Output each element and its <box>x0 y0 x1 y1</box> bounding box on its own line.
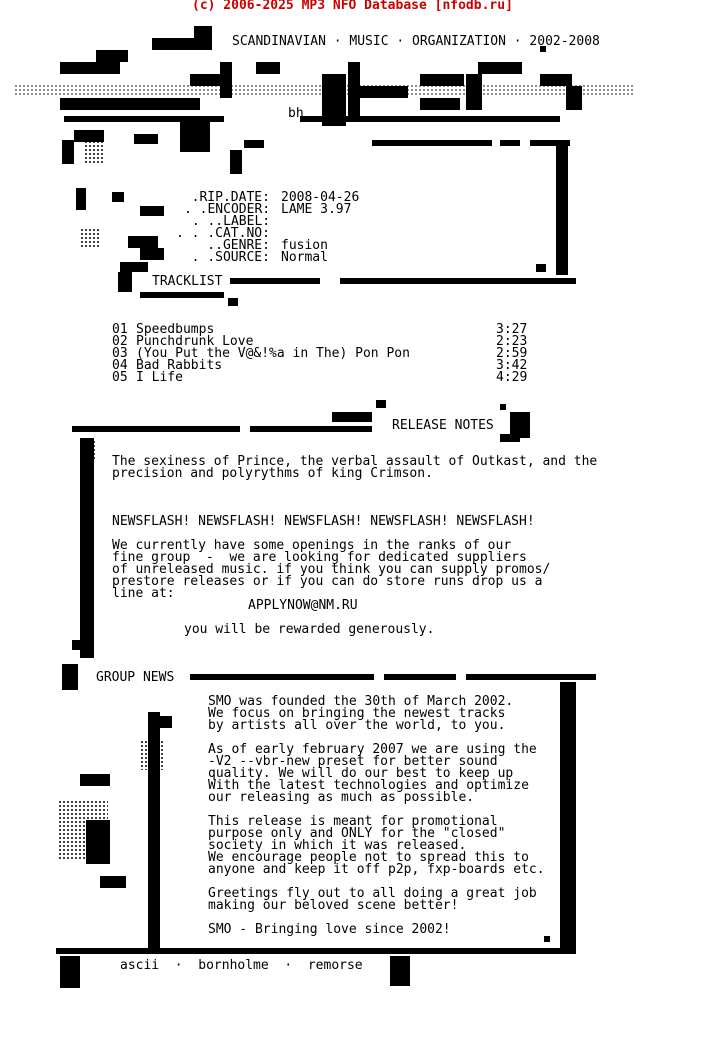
track-title: Bad Rabbits <box>136 358 223 373</box>
track-time: 4:29 <box>496 370 528 385</box>
recruitment-text: We currently have some openings in the ranks of our fine group - we are looking for dedicated suppliers of unreleased music. if you think you can supply promos/ prestore releases or if you can do store runs drop us a line at: <box>112 538 551 601</box>
newsflash: NEWSFLASH! NEWSFLASH! NEWSFLASH! NEWSFLASH! NEWSFLASH! <box>112 514 535 529</box>
news-paragraph-founding: SMO was founded the 30th of March 2002. We focus on bringing the newest tracks by artists all over the world, to you. <box>208 694 514 733</box>
track-time: 2:23 <box>496 334 528 349</box>
news-paragraph-encoding: As of early february 2007 we are using the -V2 --vbr-new preset for better sound quality. We will do our best to keep up With the latest technologies and optimize our releasing as much as possible. <box>208 742 537 805</box>
release-notes-heading: RELEASE NOTES <box>392 418 494 433</box>
info-label-cat-no: . . .CAT.NO: <box>176 226 270 241</box>
info-label-encoder: . .ENCODER: <box>184 202 271 217</box>
ascii-credits: ascii · bornholme · remorse <box>120 958 363 973</box>
track-number: 03 <box>112 346 128 361</box>
track-title: Punchdrunk Love <box>136 334 254 349</box>
info-value-source: Normal <box>281 250 328 265</box>
info-value-rip-date: 2008-04-26 <box>281 190 360 205</box>
group-news-heading: GROUP NEWS <box>96 670 175 685</box>
info-value-genre: fusion <box>281 238 328 253</box>
track-title: I Life <box>136 370 183 385</box>
track-number: 02 <box>112 334 128 349</box>
track-time: 3:42 <box>496 358 528 373</box>
track-title: (You Put the V@&!%a in The) Pon Pon <box>136 346 410 361</box>
info-value-encoder: LAME 3.97 <box>281 202 352 217</box>
release-description: The sexiness of Prince, the verbal assault of Outkast, and the precision and polyrythms of king Crimson. <box>112 454 598 481</box>
track-number: 01 <box>112 322 128 337</box>
info-label-rip-date: .RIP.DATE: <box>176 190 270 205</box>
tracklist-heading: TRACKLIST <box>152 274 223 289</box>
contact-email[interactable]: APPLYNOW@NM.RU <box>248 598 358 613</box>
reward-text: you will be rewarded generously. <box>184 622 435 637</box>
track-title: Speedbumps <box>136 322 215 337</box>
news-paragraph-disclaimer: This release is meant for promotional purpose only and ONLY for the "closed" society in which it was released. We encourage people not to spread this to anyone and keep it off p2p, fxp-boards etc. <box>208 814 545 877</box>
artist-tag: bh <box>288 106 304 121</box>
info-label-label: . ..LABEL: <box>184 214 271 229</box>
info-label-source: . .SOURCE: <box>176 250 270 265</box>
track-time: 3:27 <box>496 322 528 337</box>
group-tagline: SCANDINAVIAN · MUSIC · ORGANIZATION · 2002-2008 <box>232 34 600 49</box>
info-label-genre: ..GENRE: <box>176 238 270 253</box>
news-paragraph-greetings: Greetings fly out to all doing a great job making our beloved scene better! <box>208 886 537 913</box>
track-number: 05 <box>112 370 128 385</box>
nfo-database-header: (c) 2006-2025 MP3 NFO Database [nfodb.ru] <box>192 0 513 13</box>
news-slogan: SMO - Bringing love since 2002! <box>208 922 451 937</box>
track-time: 2:59 <box>496 346 528 361</box>
track-number: 04 <box>112 358 128 373</box>
